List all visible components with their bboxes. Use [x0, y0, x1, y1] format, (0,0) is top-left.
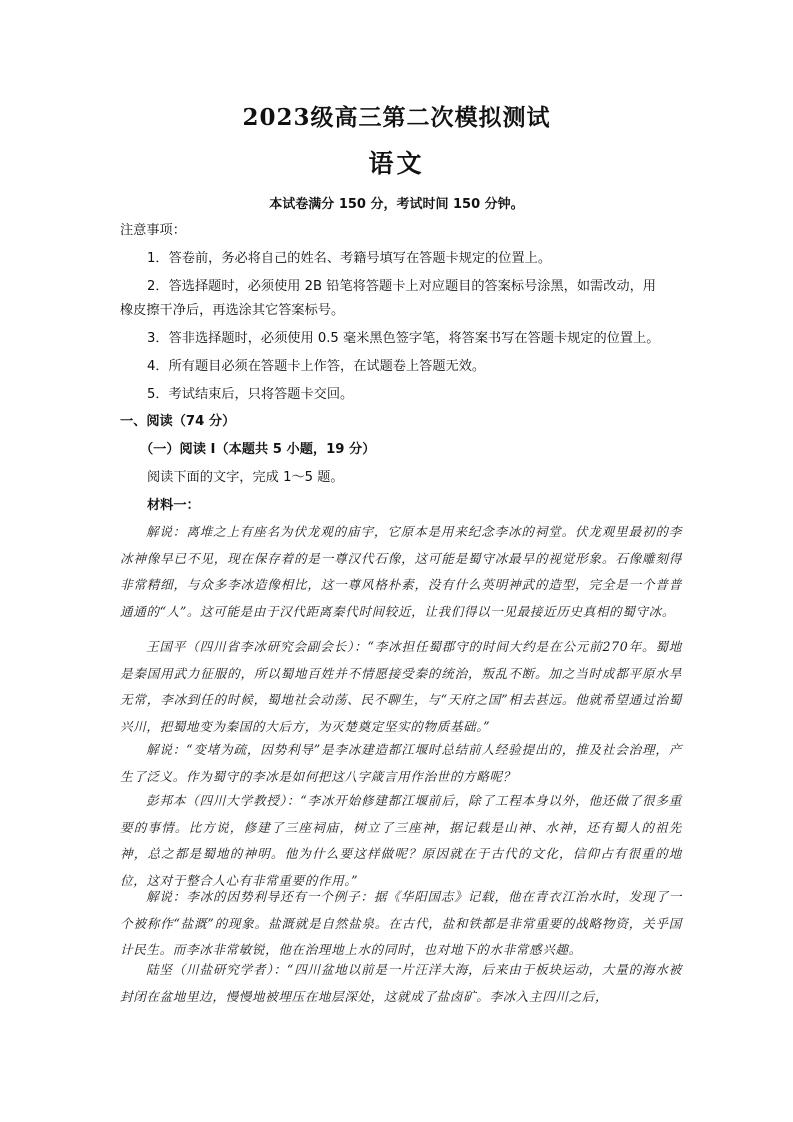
notice-item-5: 5．考试结束后，只将答题卡交回。	[147, 387, 354, 402]
notice-item-2-continuation: 橡皮擦干净后，再选涂其它答案标号。	[120, 303, 345, 318]
paragraph-wang-guoping: 王国平（四川省李冰研究会副会长）：“李冰担任蜀郡守的时间大约是在公元前270年。蜀地是秦国用武力征服的，所以蜀地百姓并不情愿接受秦的统治，叛乱不断。加之当时成都平原水旱无常，李冰到任的时候，蜀地社会动荡、民不聊生，与“天府之国”相去甚远。他就希望通过治蜀兴川，把蜀地变为秦国的大后方，为灭楚奠定坚实的物质基础。”	[120, 639, 682, 734]
notice-item-2: 2．答选择题时，必须使用 2B 铅笔将答题卡上对应题目的答案标号涂黑，如需改动，用	[147, 279, 656, 294]
section-heading: 一、阅读（74 分）	[120, 414, 236, 429]
score-time-note: 本试卷满分 150 分，考试时间 150 分钟。	[269, 197, 524, 212]
notice-item-3: 3．答非选择题时，必须使用 0.5 毫米黑色签字笔，将答案书写在答题卡规定的位置上。	[147, 331, 660, 346]
notice-item-1: 1．答卷前，务必将自己的姓名、考籍号填写在答题卡规定的位置上。	[147, 251, 552, 266]
notice-item-4: 4．所有题目必须在答题卡上作答，在试题卷上答题无效。	[147, 359, 486, 374]
paragraph-commentary-2: 解说：“变堵为疏，因势利导”是李冰建造都江堰时总结前人经验提出的，推及社会治理，产生了泛义。作为蜀守的李冰是如何把这八字箴言用作治世的方略呢？	[120, 742, 682, 784]
paragraph-peng-bangben: 彭邦本（四川大学教授）：“李冰开始修建都江堰前后，除了工程本身以外，他还做了很多重要的事情。比方说，修建了三座祠庙，树立了三座神，据记载是山神、水神，还有蜀人的祖先神，总之都是蜀地的神明。他为什么要这样做呢？原因就在于古代的文化，信仰占有很重的地位，这对于整合人心有非常重要的作用。”	[120, 793, 682, 888]
paragraph-commentary-3: 解说：李冰的因势利导还有一个例子：据《华阳国志》记载，他在青衣江治水时，发现了一个被称作“盐溉”的现象。盐溉就是自然盐泉。在古代，盐和铁都是非常重要的战略物资，关乎国计民生。而李冰非常敏锐，他在治理地上水的同时，也对地下的水非常感兴趣。	[120, 889, 682, 957]
subject-title: 语文	[368, 149, 425, 178]
material-label: 材料一：	[147, 498, 200, 513]
reading-instruction: 阅读下面的文字，完成 1～5 题。	[147, 470, 344, 485]
paragraph-commentary-1: 解说：离堆之上有座名为伏龙观的庙宇，它原本是用来纪念李冰的祠堂。伏龙观里最初的李冰神像早已不见，现在保存着的是一尊汉代石像，这可能是蜀守冰最早的视觉形象。石像雕刻得非常精细，与众多李冰造像相比，这一尊风格朴素，没有什么英明神武的造型，完全是一个普普通通的“人”。这可能是由于汉代距离秦代时间较近，让我们得以一见最接近历史真相的蜀守冰。	[120, 524, 682, 619]
notice-heading: 注意事项：	[120, 223, 186, 238]
subsection-heading: （一）阅读 I（本题共 5 小题，19 分）	[140, 442, 376, 457]
exam-title: 2023级高三第二次模拟测试	[242, 104, 551, 131]
paragraph-lu-jian: 陆坚（川盐研究学者）：“四川盆地以前是一片汪洋大海，后来由于板块运动，大量的海水被封闭在盆地里边，慢慢地被埋压在地层深处，这就成了盐卤矿。李冰入主四川之后，	[120, 962, 682, 1004]
